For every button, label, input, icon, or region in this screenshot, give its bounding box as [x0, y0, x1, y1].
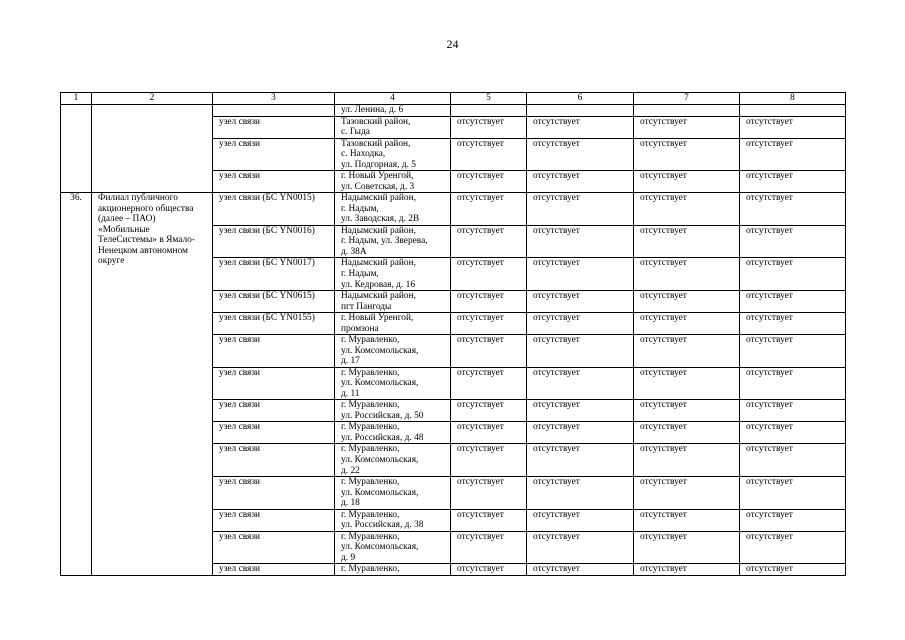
address-cell: г. Муравленко, ул. Российская, д. 48 [335, 422, 451, 444]
status-cell: отсутствует [740, 444, 846, 477]
address-cell: Надымский район, пгт Пангоды [335, 291, 451, 313]
type-cell: узел связи [213, 116, 335, 138]
status-cell: отсутствует [740, 116, 846, 138]
status-cell: отсутствует [527, 531, 634, 564]
type-cell: узел связи [213, 531, 335, 564]
status-cell: отсутствует [740, 171, 846, 193]
status-cell: отсутствует [527, 477, 634, 510]
status-cell: отсутствует [527, 138, 634, 171]
entity-number: 36. [61, 193, 92, 576]
address-cell: г. Муравленко, ул. Комсомольская, д. 22 [335, 444, 451, 477]
address-cell: г. Муравленко, ул. Комсомольская, д. 11 [335, 367, 451, 400]
status-cell [451, 105, 527, 117]
status-cell [634, 105, 740, 117]
type-cell: узел связи [213, 335, 335, 368]
status-cell: отсутствует [634, 291, 740, 313]
status-cell: отсутствует [527, 335, 634, 368]
status-cell: отсутствует [740, 531, 846, 564]
column-header: 5 [451, 93, 527, 105]
status-cell [740, 105, 846, 117]
status-cell: отсутствует [740, 335, 846, 368]
status-cell: отсутствует [451, 258, 527, 291]
status-cell: отсутствует [740, 138, 846, 171]
address-cell: г. Муравленко, ул. Комсомольская, д. 18 [335, 477, 451, 510]
status-cell: отсутствует [451, 400, 527, 422]
type-cell: узел связи [213, 138, 335, 171]
status-cell: отсутствует [451, 193, 527, 226]
status-cell: отсутствует [527, 313, 634, 335]
status-cell: отсутствует [634, 422, 740, 444]
status-cell: отсутствует [740, 225, 846, 258]
status-cell: отсутствует [451, 171, 527, 193]
page-number: 24 [446, 37, 459, 51]
status-cell: отсутствует [634, 193, 740, 226]
type-cell: узел связи [213, 564, 335, 576]
type-cell: узел связи [213, 422, 335, 444]
status-cell: отсутствует [740, 313, 846, 335]
status-cell: отсутствует [634, 171, 740, 193]
status-cell: отсутствует [451, 116, 527, 138]
status-cell: отсутствует [740, 422, 846, 444]
status-cell: отсутствует [634, 313, 740, 335]
table-body [61, 105, 846, 576]
status-cell: отсутствует [527, 291, 634, 313]
status-cell: отсутствует [451, 225, 527, 258]
status-cell: отсутствует [740, 477, 846, 510]
type-cell: узел связи [213, 367, 335, 400]
status-cell: отсутствует [634, 367, 740, 400]
table-row [61, 105, 846, 117]
type-cell: узел связи [213, 509, 335, 531]
status-cell: отсутствует [634, 258, 740, 291]
status-cell: отсутствует [527, 225, 634, 258]
status-cell: отсутствует [527, 422, 634, 444]
status-cell: отсутствует [451, 444, 527, 477]
address-cell: Тазовский район, с. Гыда [335, 116, 451, 138]
status-cell: отсутствует [634, 477, 740, 510]
status-cell: отсутствует [740, 258, 846, 291]
column-header: 3 [213, 93, 335, 105]
column-header: 7 [634, 93, 740, 105]
column-header: 1 [61, 93, 92, 105]
status-cell: отсутствует [527, 400, 634, 422]
table-row [61, 193, 846, 226]
type-cell: узел связи (БС YN0615) [213, 291, 335, 313]
status-cell: отсутствует [451, 422, 527, 444]
address-cell: Надымский район, г. Надым, ул. Заводская, д. 2В [335, 193, 451, 226]
status-cell: отсутствует [740, 509, 846, 531]
entity-cell [92, 105, 213, 193]
status-cell: отсутствует [634, 116, 740, 138]
entity-name: Филиал публичного акционерного общества (далее – ПАО) «Мобильные ТелеСистемы» в Ямало-Ненецком автономном округе [92, 193, 213, 576]
status-cell: отсутствует [451, 313, 527, 335]
column-header: 6 [527, 93, 634, 105]
status-cell: отсутствует [634, 400, 740, 422]
type-cell: узел связи (БС YN0155) [213, 313, 335, 335]
address-cell: Надымский район, г. Надым, ул. Кедровая, д. 16 [335, 258, 451, 291]
address-cell: г. Муравленко, ул. Комсомольская, д. 17 [335, 335, 451, 368]
status-cell: отсутствует [527, 171, 634, 193]
address-cell: Тазовский район, с. Находка, ул. Подгорная, д. 5 [335, 138, 451, 171]
column-header: 2 [92, 93, 213, 105]
type-cell [213, 105, 335, 117]
status-cell: отсутствует [634, 531, 740, 564]
status-cell: отсутствует [634, 509, 740, 531]
status-cell: отсутствует [527, 444, 634, 477]
type-cell: узел связи [213, 171, 335, 193]
status-cell: отсутствует [634, 444, 740, 477]
number-cell [61, 105, 92, 193]
type-cell: узел связи [213, 400, 335, 422]
status-cell: отсутствует [451, 367, 527, 400]
status-cell: отсутствует [740, 291, 846, 313]
status-cell: отсутствует [634, 225, 740, 258]
column-header: 4 [335, 93, 451, 105]
address-cell: г. Муравленко, ул. Российская, д. 38 [335, 509, 451, 531]
address-cell: г. Новый Уренгой, ул. Советская, д. 3 [335, 171, 451, 193]
address-cell: г. Новый Уренгой, промзона [335, 313, 451, 335]
status-cell: отсутствует [740, 564, 846, 576]
status-cell: отсутствует [740, 400, 846, 422]
address-cell: Надымский район, г. Надым, ул. Зверева, д. 38А [335, 225, 451, 258]
status-cell: отсутствует [451, 291, 527, 313]
address-cell: г. Муравленко, ул. Комсомольская, д. 9 [335, 531, 451, 564]
status-cell: отсутствует [451, 335, 527, 368]
status-cell: отсутствует [451, 509, 527, 531]
status-cell: отсутствует [634, 564, 740, 576]
status-cell: отсутствует [451, 531, 527, 564]
status-cell: отсутствует [740, 367, 846, 400]
status-cell: отсутствует [527, 367, 634, 400]
status-cell: отсутствует [527, 564, 634, 576]
type-cell: узел связи (БС YN0015) [213, 193, 335, 226]
address-cell: г. Муравленко, ул. Российская, д. 50 [335, 400, 451, 422]
status-cell: отсутствует [740, 193, 846, 226]
status-cell: отсутствует [527, 509, 634, 531]
type-cell: узел связи [213, 444, 335, 477]
status-cell [527, 105, 634, 117]
address-cell: ул. Ленина, д. 6 [335, 105, 451, 117]
registry-table [60, 92, 846, 576]
address-cell: г. Муравленко, [335, 564, 451, 576]
column-number-row [61, 93, 846, 105]
column-header: 8 [740, 93, 846, 105]
type-cell: узел связи (БС YN0016) [213, 225, 335, 258]
status-cell: отсутствует [451, 477, 527, 510]
status-cell: отсутствует [451, 138, 527, 171]
status-cell: отсутствует [634, 138, 740, 171]
status-cell: отсутствует [527, 258, 634, 291]
status-cell: отсутствует [527, 116, 634, 138]
type-cell: узел связи (БС YN0017) [213, 258, 335, 291]
type-cell: узел связи [213, 477, 335, 510]
status-cell: отсутствует [634, 335, 740, 368]
status-cell: отсутствует [451, 564, 527, 576]
status-cell: отсутствует [527, 193, 634, 226]
